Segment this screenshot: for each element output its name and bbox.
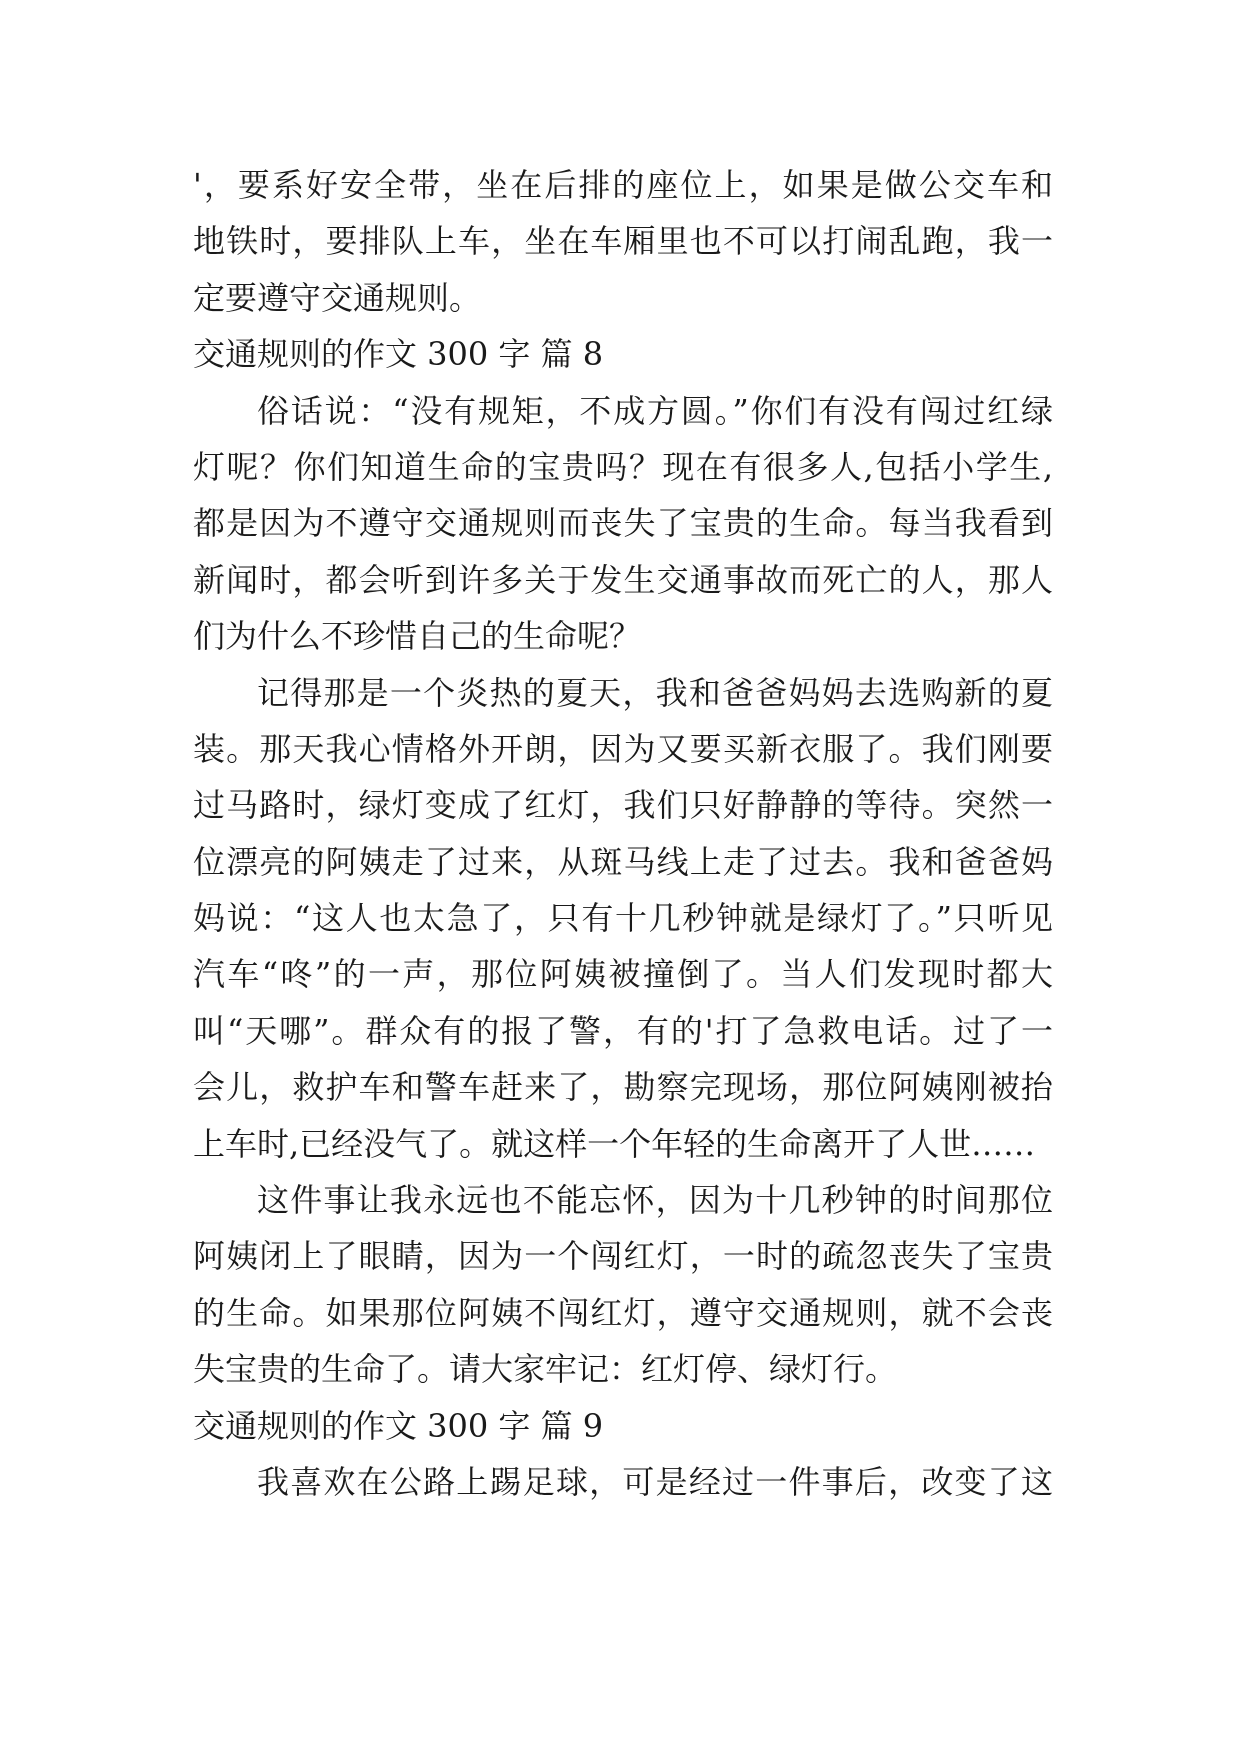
paragraph [193,665,1053,1173]
text-line: 阿姨闭上了眼睛，因为一个闯红灯，一时的疏忽丧失了宝贵 [193,1237,1053,1276]
text-line: 记得那是一个炎热的夏天，我和爸爸妈妈去选购新的夏 [257,673,1053,712]
text-line: 失宝贵的生命了。请大家牢记：红灯停、绿灯行。 [193,1350,898,1389]
text-line: '，要系好安全带，坐在后排的座位上，如果是做公交车和 [193,166,1053,204]
text-line: 们为什么不珍惜自己的生命呢？ [193,617,642,656]
text-line: 的生命。如果那位阿姨不闯红灯，遵守交通规则，就不会丧 [193,1293,1053,1332]
paragraph [193,1172,1053,1398]
text-line: 我喜欢在公路上踢足球，可是经过一件事后，改变了这 [257,1462,1053,1501]
paragraph [193,1454,1053,1510]
text-line: 地铁时，要排队上车，坐在车厢里也不可以打闹乱跑，我一 [193,222,1053,261]
text-line: 上车时,已经没气了。就这样一个年轻的生命离开了人世…… [193,1124,1036,1163]
document-body [193,157,1053,1510]
text-line: 汽车“咚”的一声，那位阿姨被撞倒了。当人们发现时都大 [193,955,1053,994]
text-line: 定要遵守交通规则。 [193,278,482,317]
text-line: 位漂亮的阿姨走了过来，从斑马线上走了过去。我和爸爸妈 [193,842,1053,881]
paragraph [193,383,1053,665]
text-line: 俗话说：“没有规矩，不成方圆。”你们有没有闯过红绿 [257,391,1053,430]
text-line: 新闻时，都会听到许多关于发生交通事故而死亡的人，那人 [193,560,1053,599]
paragraph [193,157,1053,326]
text-line: 都是因为不遵守交通规则而丧失了宝贵的生命。每当我看到 [193,504,1053,543]
section-heading: 交通规则的作文 300 字 篇 8 [193,335,604,374]
text-line: 灯呢？你们知道生命的宝贵吗？现在有很多人,包括小学生, [193,447,1053,486]
text-line: 妈说：“这人也太急了，只有十几秒钟就是绿灯了。”只听见 [193,899,1053,938]
text-line: 装。那天我心情格外开朗，因为又要买新衣服了。我们刚要 [193,729,1053,768]
text-line: 过马路时，绿灯变成了红灯，我们只好静静的等待。突然一 [193,786,1053,825]
text-line: 会儿，救护车和警车赶来了，勘察完现场，那位阿姨刚被抬 [193,1068,1053,1107]
text-line: 叫“天哪”。群众有的报了警，有的'打了急救电话。过了一 [193,1011,1053,1050]
section-heading: 交通规则的作文 300 字 篇 9 [193,1406,604,1445]
text-line: 这件事让我永远也不能忘怀，因为十几秒钟的时间那位 [257,1181,1053,1220]
